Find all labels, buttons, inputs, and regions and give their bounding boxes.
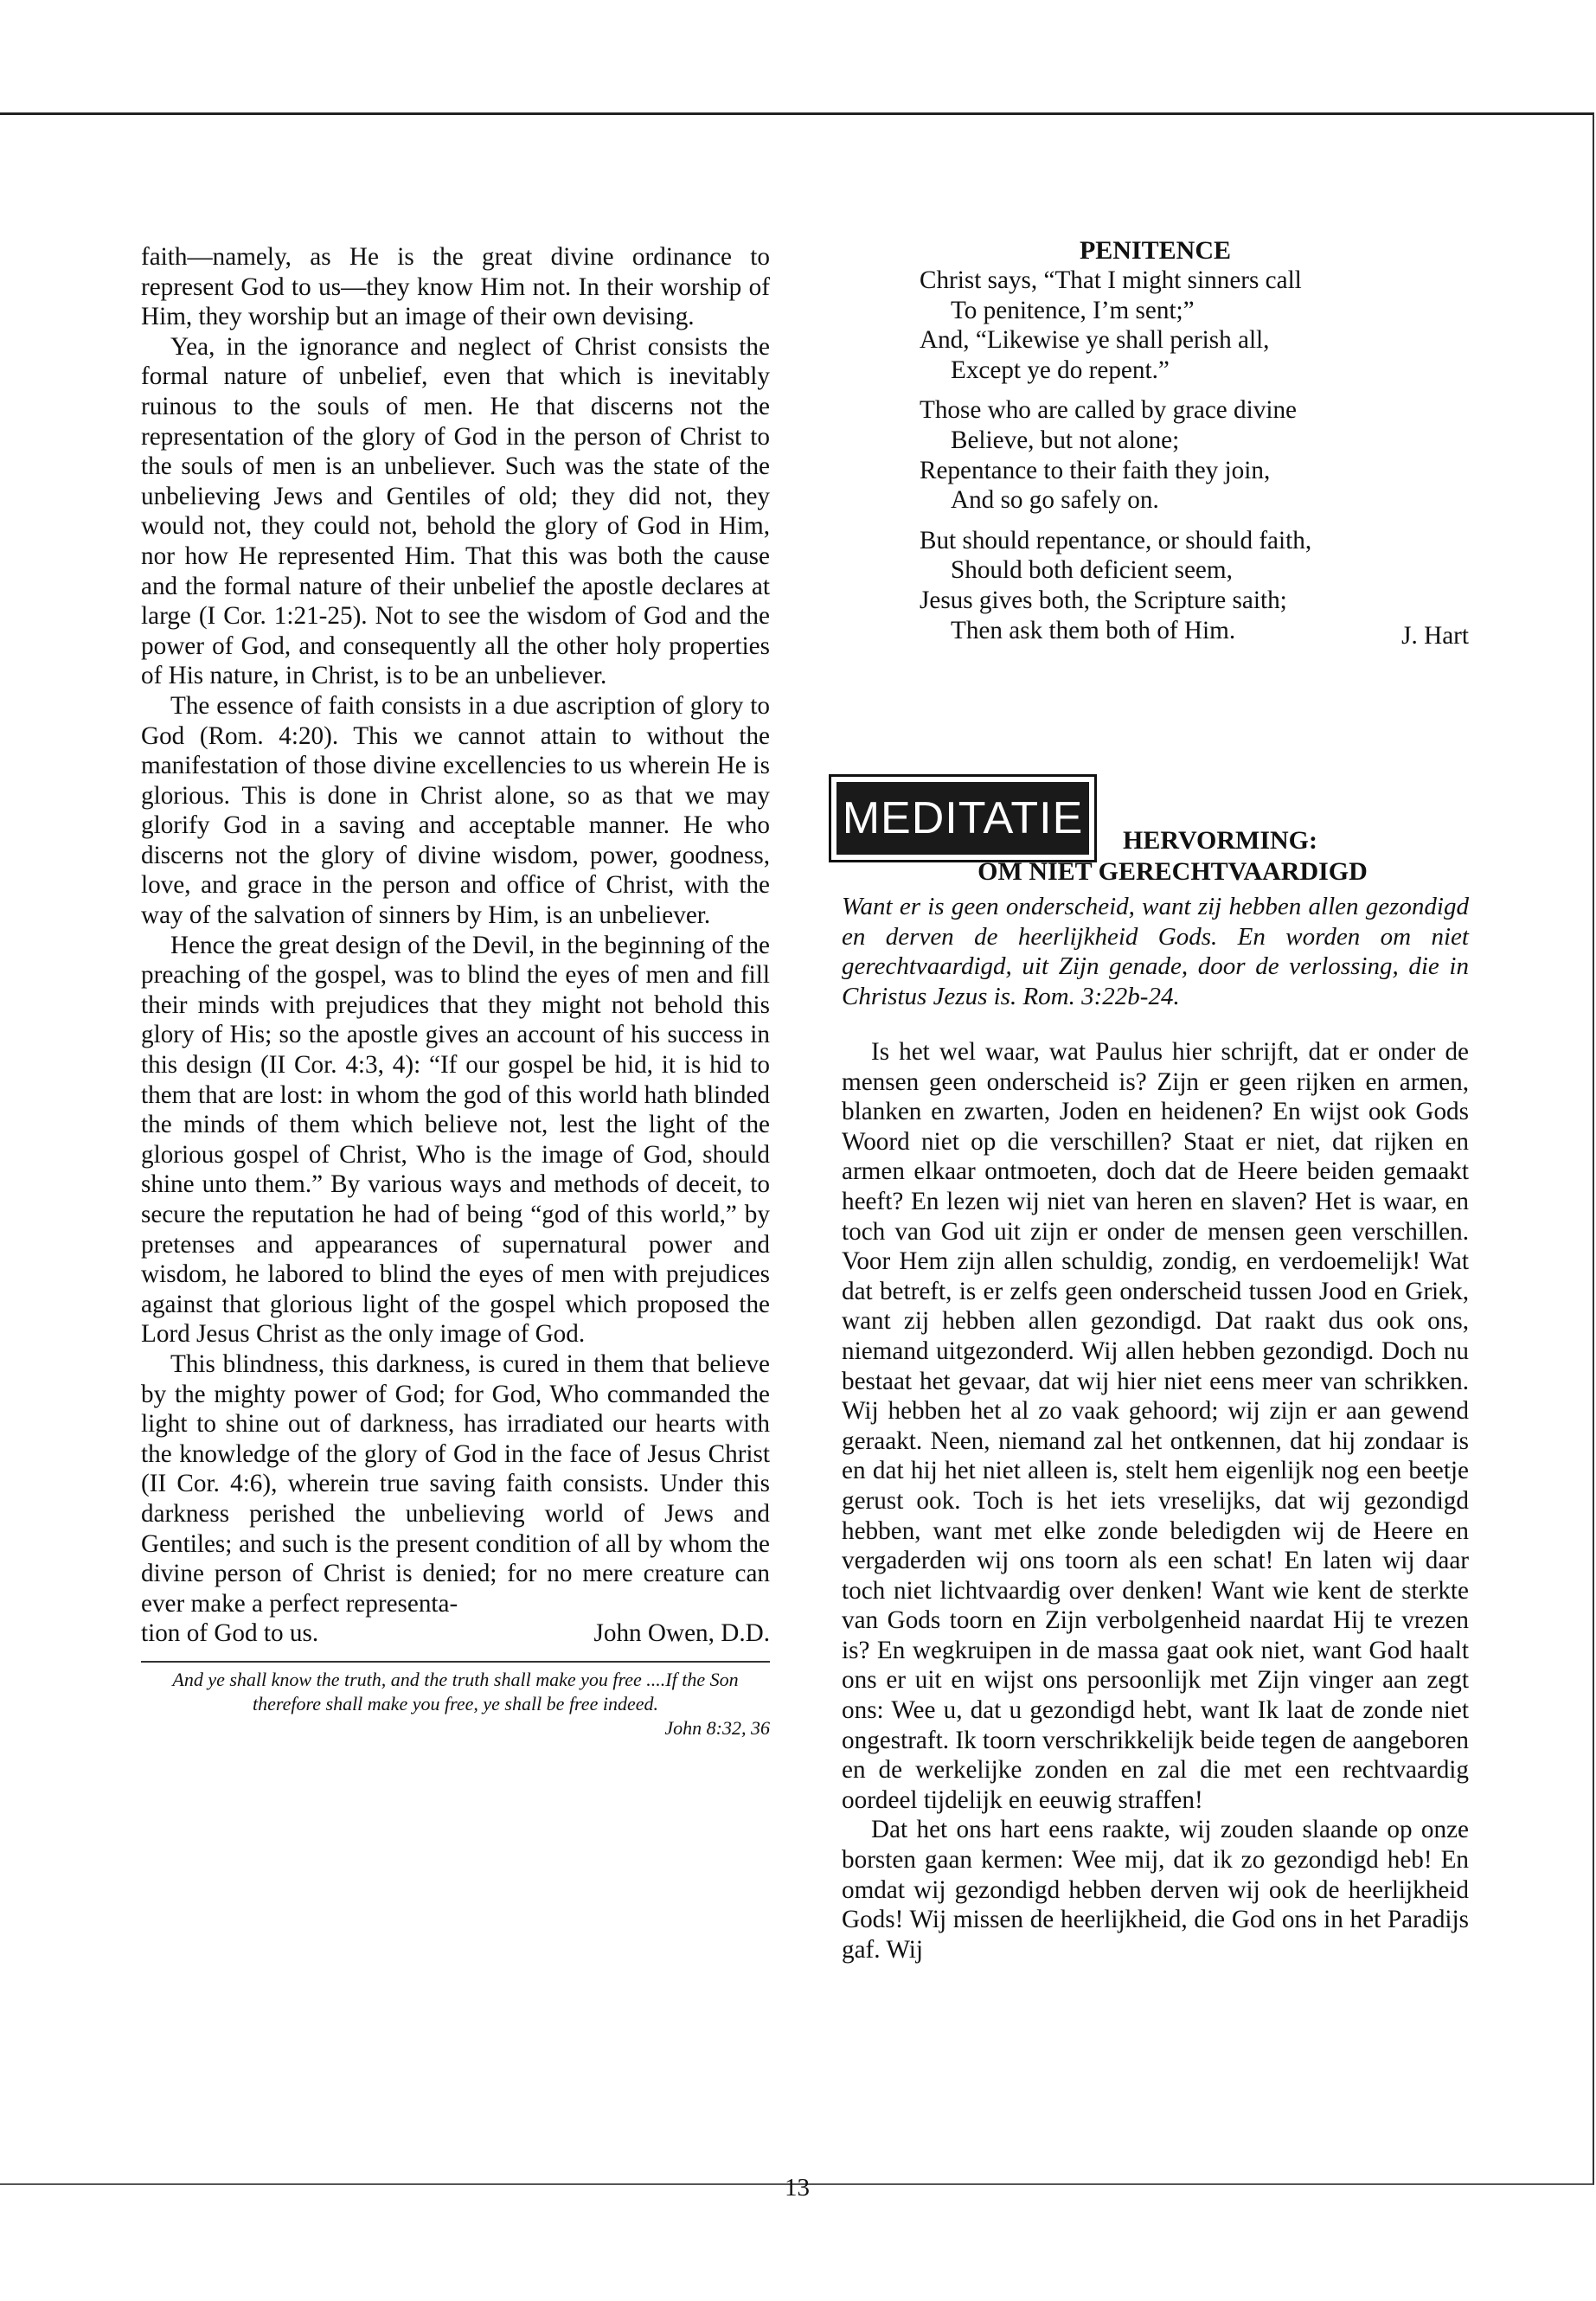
poem-line: Those who are called by grace divine bbox=[920, 396, 1298, 425]
article-title: HERVORMING: bbox=[1123, 826, 1317, 855]
stanza bbox=[842, 395, 1469, 515]
poem-line: Then ask them both of Him. bbox=[951, 616, 1236, 644]
paragraph: Yea, in the ignorance and neglect of Christ consists the formal nature of unbelief, even that which is inevitably ruinous to the souls of men. He that discerns not the representation of the glory of God in the person of Christ to the souls of men is an unbeliever. Such was the state of the unbelieving Jews and Gentiles of old; they did not, they would not, they could not, behold the glory of God in Him, nor how He represented Him. That this was both the cause and the formal nature of their unbelief the apostle declares at large (I Cor. 1:21-25). Not to see the wisdom of God and the power of God, and consequently all the other holy properties of His nature, in Christ, is to be an unbeliever. bbox=[141, 332, 770, 690]
poem-line: Jesus gives both, the Scripture saith; bbox=[920, 586, 1287, 614]
left-column bbox=[141, 242, 770, 1740]
poem-line: To penitence, I’m sent;” bbox=[951, 296, 1195, 324]
article-heading bbox=[842, 826, 1469, 1011]
scripture-quote: And ye shall know the truth, and the truth shall make you free ....If the Son therefore shall make you free, ye shall be free indeed. bbox=[172, 1668, 739, 1715]
article-body bbox=[842, 1037, 1469, 1965]
page bbox=[0, 112, 1594, 2202]
paragraph: Is het wel waar, wat Paulus hier schrijft, dat er onder de mensen geen onderscheid is? Zijn er geen rijken en armen, blanken en zwarten, Joden en heidenen? En wijst ook Gods Woord niet op die verschillen? Staat er niet, dat rijken en armen elkaar ontmoeten, doch dat de Heere beiden gemaakt heeft? En lezen wij niet van heren en slaven? Het is waar, en toch van God uit zijn er onder de mensen geen verschillen. Voor Hem zijn allen schuldig, zondig, en verdoemelijk! Wat dat betreft, is er zelfs geen onderscheid tussen Jood en Griek, want zij hebben allen gezondigd. Dat raakt dus ook ons, niemand uitgezonderd. Wij allen hebben gezondigd. Doch nu bestaat het gevaar, dat wij hier niet eens meer van schrikken. Wij hebben het al zo vaak gehoord; wij zijn er aan gewend geraakt. Neen, niemand zal het ontkennen, dat hij zondaar is en dat hij het niet alleen is, stelt hem eigenlijk nog een beetje gerust ook. Toch is het iets vreselijks, dat wij gezondigd hebben, want met elke zonde beledigden wij de Heere en vergaderden wij ons toorn als een schat! En laten wij daar toch niet lichtvaardig over denken! Want wie kent de sterkte van Gods toorn en Zijn verbolgenheid naardat Hij te vrezen is? En wegkruipen in de massa gaat ook niet, want God haalt ons er uit en wijst ons persoonlijk met Zijn vinger aan zegt ons: Wee u, dat u gezondigd hebt, want Ik laat de zonde niet ongestraft. Ik toorn verschrikkelijk beide tegen de aangeboren en de werkelijke zonden en zal die met een rechtvaardig oordeel tijdelijk en eeuwig straffen! bbox=[842, 1038, 1469, 1814]
divider bbox=[141, 1661, 770, 1663]
page-number: 13 bbox=[785, 2174, 810, 2202]
signature-line bbox=[141, 1618, 770, 1649]
paragraph: Hence the great design of the Devil, in the beginning of the preaching of the gospel, was to blind the eyes of men and fill their minds with prejudices that they might not behold this glory of His; so the apostle gives an account of his success in this design (II Cor. 4:3, 4): “If our gospel be hid, it is hid to them that are lost: in whom the god of this world hath blinded the minds of them which believe not, lest the light of the glorious gospel of Christ, Who is the image of God, should shine unto them.” By various ways and methods of deceit, to secure the reputation he had of being “god of this world,” by pretenses and appearances of supernatural power and wisdom, he labored to blind the eyes of men with prejudices against that glorious light of the gospel which proposed the Lord Jesus Christ as the only image of God. bbox=[141, 931, 770, 1349]
paragraph: This blindness, this darkness, is cured in them that believe by the mighty power of God; for God, Who commanded the light to shine out of darkness, has irradiated our hearts with the knowledge of the glory of God in the face of Jesus Christ (II Cor. 4:6), wherein true saving faith consists. Under this darkness perished the unbelieving world of Jews and Gentiles; and such is the present condition of all by whom the divine person of Christ is denied; for no mere creature can ever make a perfect representa- bbox=[141, 1349, 770, 1618]
poem-title: PENITENCE bbox=[1079, 236, 1232, 265]
poem-line: Believe, but not alone; bbox=[951, 426, 1180, 454]
author: John Owen, D.D. bbox=[593, 1619, 770, 1648]
poem-line: But should repentance, or should faith, bbox=[920, 526, 1312, 554]
poem-end bbox=[842, 616, 1469, 651]
paragraph: Dat het ons hart eens raakte, wij zouden slaande op onze borsten gaan kermen: Wee mij, dat ik zo gezondigd heb! En omdat wij gezondigd hebben derven wij ook de heerlijkheid Gods! Wij missen de heerlijkheid, die God ons in het Paradijs gaf. Wij bbox=[842, 1816, 1469, 1964]
poem-line: And, “Likewise ye shall perish all, bbox=[920, 326, 1270, 355]
poem-line: Repentance to their faith they join, bbox=[920, 456, 1271, 484]
poem-line: Should both deficient seem, bbox=[951, 556, 1233, 585]
paragraph: faith—namely, as He is the great divine ordinance to represent God to us—they know Him not. In their worship of Him, they worship but an image of their own devising. bbox=[141, 243, 770, 331]
poem bbox=[842, 236, 1469, 661]
poem-line: And so go safely on. bbox=[951, 486, 1159, 515]
article-text: Want er is geen onderscheid, want zij hebben allen gezondigd en derven de heerlijkheid Gods. En worden om niet gerechtvaardigd, uit Zijn genade, door de verlossing, die in Christus Jezus is. Rom. 3:22b-24. bbox=[842, 893, 1469, 1010]
poem-author: J. Hart bbox=[1401, 621, 1469, 650]
article-subtitle: OM NIET GERECHTVAARDIGD bbox=[977, 857, 1368, 886]
poem-line: Christ says, “That I might sinners call bbox=[920, 266, 1302, 294]
meditatie-label: MEDITATIE bbox=[836, 782, 1089, 855]
stanza bbox=[842, 266, 1469, 385]
last-line: tion of God to us. bbox=[141, 1619, 319, 1648]
paragraph: The essence of faith consists in a due ascription of glory to God (Rom. 4:20). This we cannot attain to without the manifestation of those divine excellencies to us wherein He is glorious. This is done in Christ alone, so as that we may glorify God in a saving and acceptable manner. He who discerns not the glory of divine wisdom, power, goodness, love, and grace in the person and office of Christ, with the way of the salvation of sinners by Him, is an unbeliever. bbox=[141, 691, 770, 930]
poem-line: Except ye do repent.” bbox=[951, 356, 1170, 384]
scripture-reference: John 8:32, 36 bbox=[664, 1716, 770, 1739]
stanza bbox=[842, 526, 1469, 651]
